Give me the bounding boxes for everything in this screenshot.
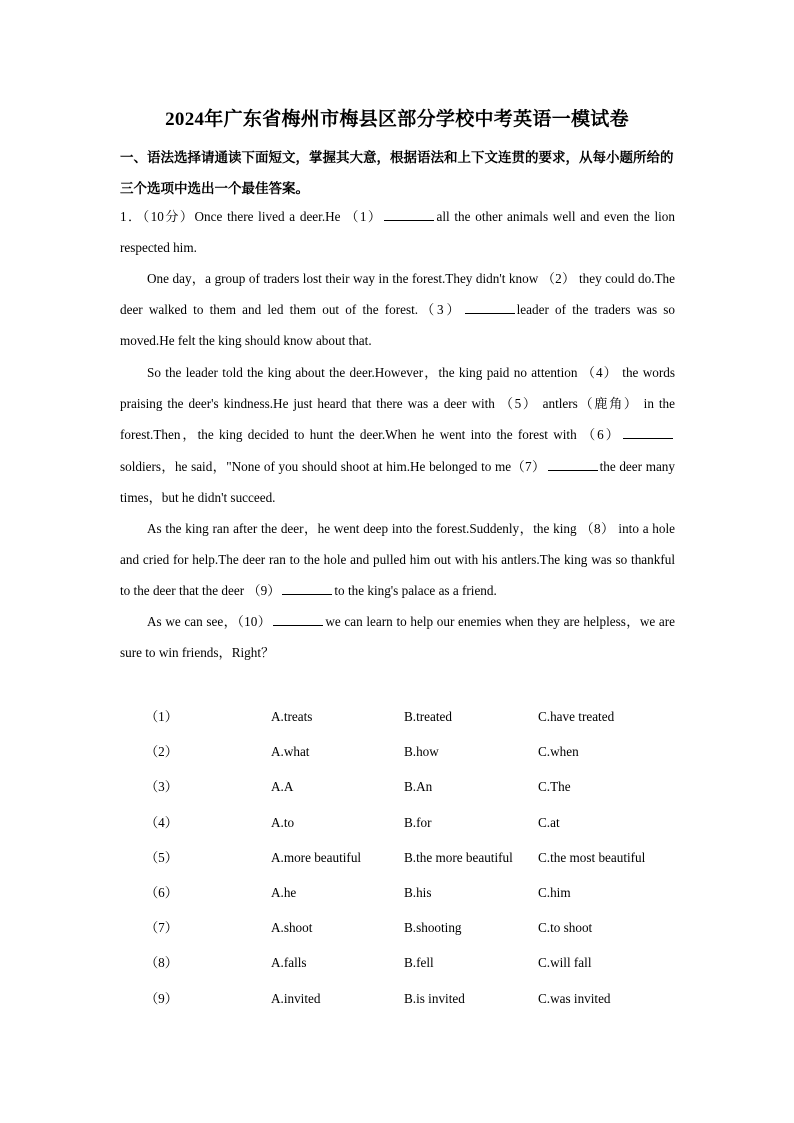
option-b: B.his <box>404 884 432 900</box>
p1-text-c: leader of the traders was so moved.He felt the king should know about that. <box>120 302 675 349</box>
answer-blank-3 <box>465 302 515 314</box>
option-a: A.invited <box>271 990 321 1006</box>
answer-blank-6 <box>623 427 673 439</box>
option-a: A.falls <box>271 955 307 971</box>
option-number: （3） <box>145 779 178 795</box>
p1-text-a: One day，a group of traders lost their way in the forest.They didn't know （2） <box>147 271 576 286</box>
option-c: C.will fall <box>538 955 592 971</box>
option-a: A.A <box>271 779 294 795</box>
option-row <box>120 912 675 947</box>
option-number: （7） <box>145 920 178 936</box>
p3-text-a: As the king ran after the deer，he went deep into the forest.Suddenly，the king （8） <box>147 521 615 536</box>
passage-paragraph-3 <box>120 513 675 607</box>
option-row <box>120 877 675 912</box>
option-row <box>120 807 675 842</box>
option-a: A.to <box>271 814 295 830</box>
option-number: （8） <box>145 955 178 971</box>
intro-text-a: Once there lived a deer.He （1） <box>194 209 383 224</box>
option-b: B.shooting <box>404 920 462 936</box>
p4-text-b: we can learn to help our enemies when they are helpless，we are sure to win friends，Right？ <box>120 614 675 661</box>
option-row <box>120 701 675 736</box>
option-number: （5） <box>145 849 178 865</box>
p2-text-b: the words praising the deer's kindness.He just heard that there was a deer with （5） <box>120 365 675 412</box>
option-a: A.what <box>271 744 310 760</box>
answer-blank-7 <box>548 459 598 471</box>
passage-paragraph-4 <box>120 606 675 668</box>
option-a: A.he <box>271 884 297 900</box>
answer-blank-10 <box>273 614 323 626</box>
option-a: A.more beautiful <box>271 849 362 865</box>
option-b: B.for <box>404 814 432 830</box>
option-c: C.him <box>538 884 571 900</box>
p4-text-a: As we can see，（10） <box>147 614 272 629</box>
option-row <box>120 842 675 877</box>
option-number: （9） <box>145 990 178 1006</box>
option-c: C.was invited <box>538 990 611 1006</box>
option-b: B.is invited <box>404 990 465 1006</box>
option-row <box>120 947 675 982</box>
p2-text-e: the deer many times，but he didn't succeed. <box>120 458 675 505</box>
section-heading: 一、语法选择请通读下面短文，掌握其大意，根据语法和上下文连贯的要求，从每小题所给的三个选项中选出一个最佳答案。 <box>120 150 674 196</box>
option-b: B.treated <box>404 709 452 724</box>
p3-text-b: into a hole and cried for help.The deer ran to the hole and pulled him out with his antlers.The king was so thankful to the deer that the deer （9） <box>120 521 676 599</box>
option-c: C.have treated <box>538 709 615 724</box>
p2-text-c: antlers（鹿角） in the forest.Then，the king decided to hunt the deer.When he went into the forest with （6） <box>120 396 675 443</box>
p1-text-b: they could do.The deer walked to them and led them out of the forest.（3） <box>120 271 675 318</box>
question-number: 1．（10分） <box>120 209 195 224</box>
option-c: C.when <box>538 744 579 760</box>
answer-blank-9 <box>282 583 332 595</box>
option-b: B.An <box>404 779 433 795</box>
option-a: A.shoot <box>271 920 313 936</box>
option-b: B.fell <box>404 955 434 971</box>
page-title: 2024年广东省梅州市梅县区部分学校中考英语一模试卷 <box>165 109 629 130</box>
options-table <box>120 701 675 1018</box>
option-a: A.treats <box>271 709 313 724</box>
option-b: B.how <box>404 744 439 760</box>
option-c: C.at <box>538 814 560 830</box>
option-row <box>120 983 675 1018</box>
answer-blank-1 <box>384 209 434 221</box>
option-number: （4） <box>145 814 178 830</box>
intro-text-b: all the other animals well and even the lion respected him. <box>120 209 675 256</box>
option-number: （6） <box>145 884 178 900</box>
option-number: （2） <box>145 744 178 760</box>
question-intro <box>120 201 675 263</box>
passage-paragraph-1 <box>120 263 675 357</box>
option-b: B.the more beautiful <box>404 849 513 865</box>
option-c: C.the most beautiful <box>538 849 646 865</box>
p2-text-a: So the leader told the king about the deer.However，the king paid no attention （4） <box>147 365 618 380</box>
option-c: C.to shoot <box>538 920 593 936</box>
p2-text-d: soldiers，he said，"None of you should shoot at him.He belonged to me（7） <box>120 458 546 474</box>
option-c: C.The <box>538 779 571 795</box>
option-row <box>120 736 675 771</box>
p3-text-c: to the king's palace as a friend. <box>334 583 497 599</box>
option-number: （1） <box>145 709 178 724</box>
passage-paragraph-2 <box>120 357 675 513</box>
option-row <box>120 771 675 806</box>
